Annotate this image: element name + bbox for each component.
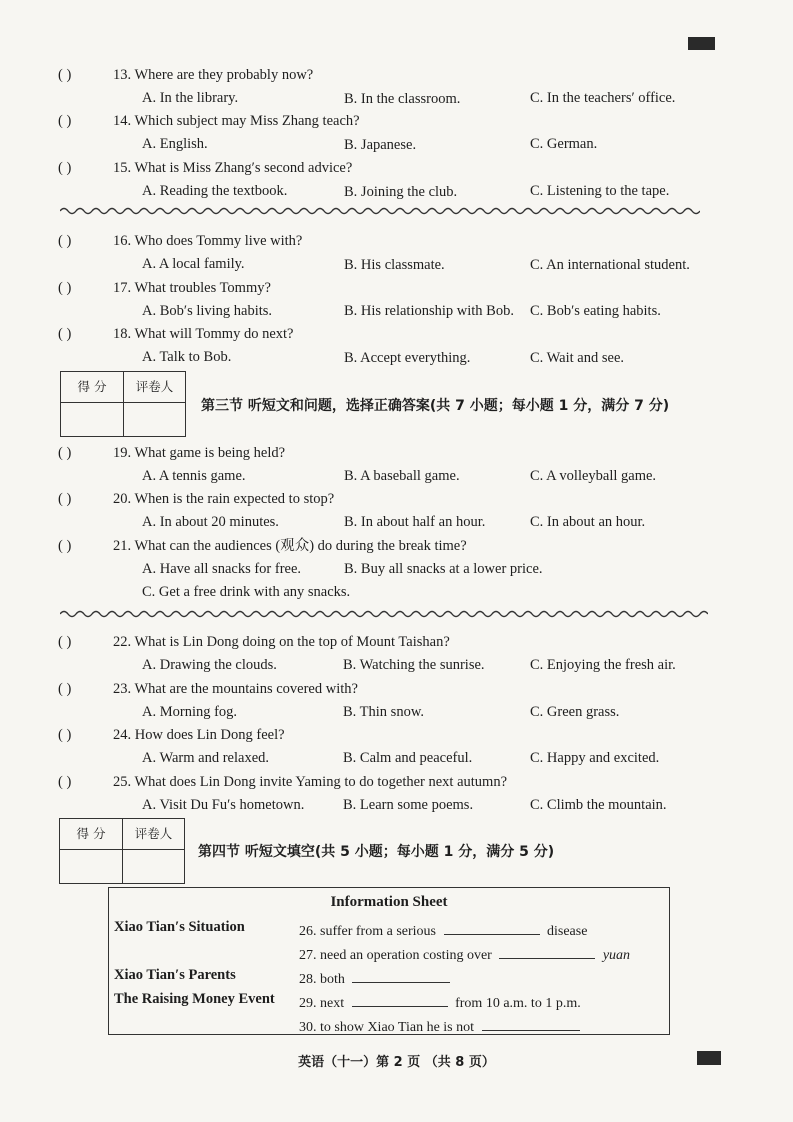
corner-mark-top	[688, 37, 715, 50]
answer-bracket[interactable]: ( )	[58, 634, 72, 650]
question-text: 23. What are the mountains covered with?	[113, 681, 358, 697]
blank-28-line	[299, 968, 454, 988]
option-a: A. Talk to Bob.	[142, 349, 232, 365]
blank-27[interactable]	[499, 944, 595, 959]
option-b: B. Buy all snacks at a lower price.	[344, 561, 543, 577]
question-text: 18. What will Tommy do next?	[113, 326, 294, 342]
line-30-prefix: 30. to show Xiao Tian he is not	[299, 1020, 475, 1035]
question-text: 24. How does Lin Dong feel?	[113, 727, 285, 743]
question-text: 19. What game is being held?	[113, 445, 286, 461]
option-c: C. Bob′s eating habits.	[530, 303, 661, 319]
blank-30[interactable]	[482, 1016, 580, 1031]
answer-bracket[interactable]: ( )	[58, 113, 72, 129]
line-27-prefix: 27. need an operation costing over	[299, 948, 492, 963]
option-a: A. In about 20 minutes.	[142, 514, 279, 530]
page-footer: 英语（十一）第 2 页 （共 8 页）	[298, 1055, 495, 1070]
option-b: B. Watching the sunrise.	[343, 657, 485, 673]
score-label: 得 分	[61, 372, 124, 403]
score-input[interactable]	[60, 850, 123, 883]
score-box-section4	[59, 818, 185, 884]
question-text: 20. When is the rain expected to stop?	[113, 491, 335, 507]
option-b: B. His classmate.	[344, 257, 445, 273]
question-text: 25. What does Lin Dong invite Yaming to do together next autumn?	[113, 774, 507, 790]
information-sheet	[108, 887, 670, 1035]
option-c: C. In the teachers′ office.	[530, 90, 676, 106]
option-a: A. A local family.	[142, 256, 245, 272]
grader-input[interactable]	[123, 850, 184, 883]
option-b: B. Learn some poems.	[343, 797, 474, 813]
info-sheet-title: Information Sheet	[330, 894, 448, 910]
option-b: B. In about half an hour.	[344, 514, 486, 530]
question-text: 21. What can the audiences (观众) do during the break time?	[113, 538, 467, 554]
label-situation: Xiao Tian′s Situation	[114, 919, 245, 935]
option-a: A. Visit Du Fu′s hometown.	[142, 797, 305, 813]
option-b: B. In the classroom.	[344, 91, 461, 107]
question-text: 22. What is Lin Dong doing on the top of Mount Taishan?	[113, 634, 450, 650]
answer-bracket[interactable]: ( )	[58, 774, 72, 790]
option-c: C. In about an hour.	[530, 514, 646, 530]
question-text: 14. Which subject may Miss Zhang teach?	[113, 113, 360, 129]
question-text: 13. Where are they probably now?	[113, 67, 314, 83]
option-b: B. Joining the club.	[344, 184, 458, 200]
answer-bracket[interactable]: ( )	[58, 445, 72, 461]
option-c: C. Green grass.	[530, 704, 620, 720]
option-c: C. Happy and excited.	[530, 750, 660, 766]
option-a: A. Morning fog.	[142, 704, 238, 720]
option-b: B. His relationship with Bob.	[344, 303, 514, 319]
question-text: 15. What is Miss Zhang′s second advice?	[113, 160, 353, 176]
option-c: C. Wait and see.	[530, 350, 625, 366]
option-c: C. Enjoying the fresh air.	[530, 657, 676, 673]
label-event: The Raising Money Event	[114, 991, 275, 1007]
wavy-divider	[60, 609, 708, 619]
blank-29[interactable]	[352, 992, 448, 1007]
line-27-suffix: yuan	[602, 948, 631, 963]
wavy-divider	[60, 206, 700, 216]
grader-label: 评卷人	[124, 372, 185, 403]
line-26-prefix: 26. suffer from a serious	[299, 924, 436, 939]
answer-bracket[interactable]: ( )	[58, 280, 72, 296]
line-28-prefix: 28. both	[299, 972, 345, 987]
line-29-suffix: from 10 a.m. to 1 p.m.	[455, 996, 581, 1011]
label-parents: Xiao Tian′s Parents	[114, 967, 236, 983]
option-b: B. Calm and peaceful.	[343, 750, 473, 766]
blank-27-line	[299, 944, 630, 964]
option-c: C. A volleyball game.	[530, 468, 657, 484]
option-a: A. In the library.	[142, 90, 239, 106]
option-b: B. Japanese.	[344, 137, 417, 153]
blank-26-line	[299, 920, 587, 940]
grader-input[interactable]	[124, 403, 185, 436]
blank-26[interactable]	[444, 920, 540, 935]
option-c: C. German.	[530, 136, 598, 152]
line-26-suffix: disease	[547, 924, 588, 939]
answer-bracket[interactable]: ( )	[58, 160, 72, 176]
option-a: A. A tennis game.	[142, 468, 246, 484]
option-a: A. Drawing the clouds.	[142, 657, 277, 673]
option-c: C. Get a free drink with any snacks.	[142, 584, 351, 600]
section-4-title: 第四节 听短文填空(共 5 小题；每小题 1 分，满分 5 分)	[198, 844, 555, 860]
option-c: C. Climb the mountain.	[530, 797, 667, 813]
blank-29-line	[299, 992, 581, 1012]
option-a: A. Have all snacks for free.	[142, 561, 302, 577]
option-b: B. Accept everything.	[344, 350, 471, 366]
answer-bracket[interactable]: ( )	[58, 326, 72, 342]
option-a: A. Warm and relaxed.	[142, 750, 270, 766]
grader-label: 评卷人	[123, 819, 184, 850]
option-c: C. An international student.	[530, 257, 690, 273]
answer-bracket[interactable]: ( )	[58, 538, 72, 554]
answer-bracket[interactable]: ( )	[58, 681, 72, 697]
option-b: B. A baseball game.	[344, 468, 460, 484]
section-3-title: 第三节 听短文和问题，选择正确答案(共 7 小题；每小题 1 分，满分 7 分)	[201, 398, 670, 414]
option-a: A. Reading the textbook.	[142, 183, 288, 199]
answer-bracket[interactable]: ( )	[58, 727, 72, 743]
score-input[interactable]	[61, 403, 124, 436]
option-c: C. Listening to the tape.	[530, 183, 670, 199]
option-b: B. Thin snow.	[343, 704, 424, 720]
answer-bracket[interactable]: ( )	[58, 491, 72, 507]
answer-bracket[interactable]: ( )	[58, 67, 72, 83]
score-box-section3	[60, 371, 186, 437]
option-a: A. English.	[142, 136, 208, 152]
answer-bracket[interactable]: ( )	[58, 233, 72, 249]
score-label: 得 分	[60, 819, 123, 850]
blank-30-line	[299, 1016, 584, 1036]
line-29-prefix: 29. next	[299, 996, 345, 1011]
question-text: 16. Who does Tommy live with?	[113, 233, 303, 249]
question-text: 17. What troubles Tommy?	[113, 280, 271, 296]
blank-28[interactable]	[352, 968, 450, 983]
option-a: A. Bob′s living habits.	[142, 303, 273, 319]
